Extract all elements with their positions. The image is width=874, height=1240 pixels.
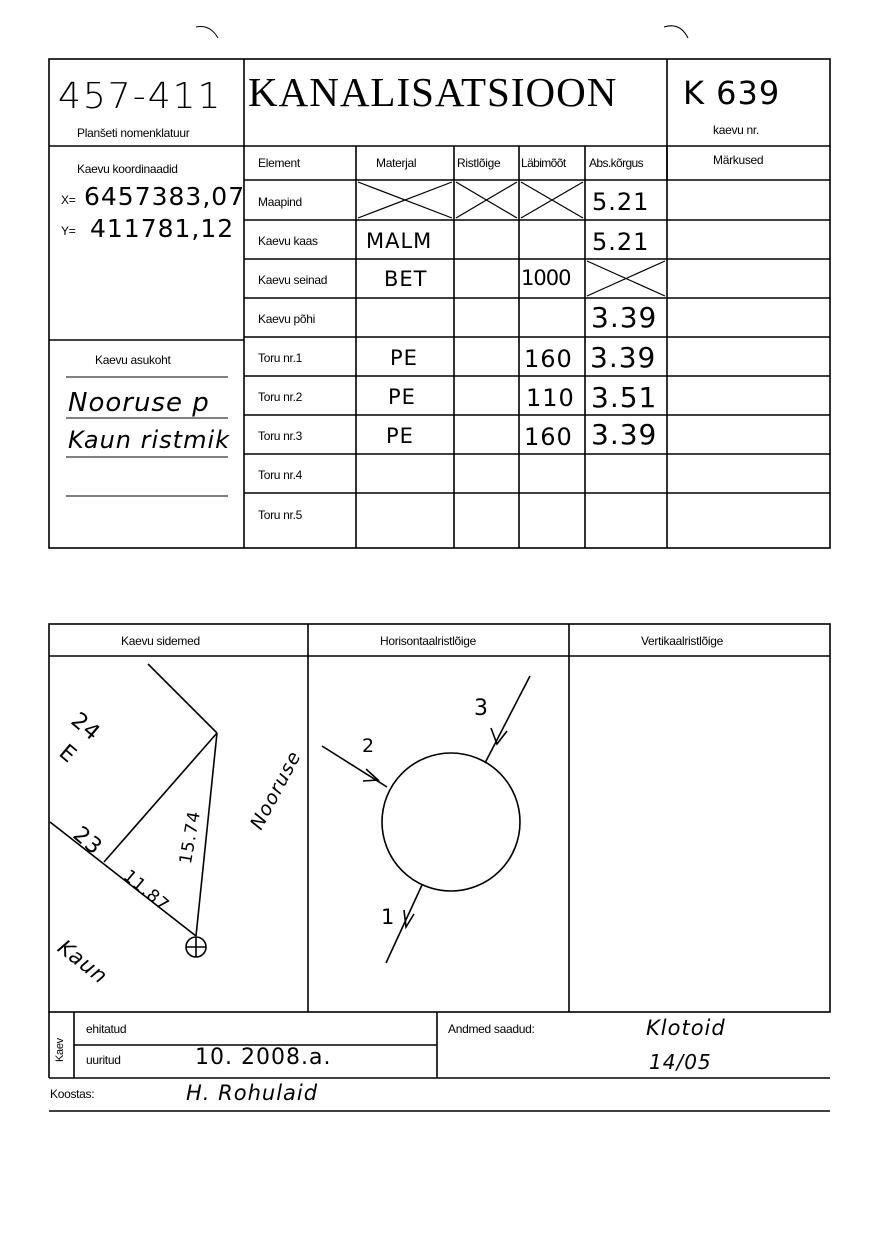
sketch-label-23: 23 <box>67 822 107 861</box>
page-title: KANALISATSIOON <box>248 69 618 115</box>
sketch-label-e: E <box>53 740 82 769</box>
row-label-kaevu-seinad: Kaevu seinad <box>258 273 328 287</box>
y-value: 411781,12 <box>90 214 235 243</box>
x-value: 6457383,07 <box>84 182 246 211</box>
data-source-value-1: Klotoid <box>646 1016 726 1040</box>
col-header-cross: Ristlõige <box>457 156 501 170</box>
well-number: K 639 <box>683 74 781 112</box>
built-label: ehitatud <box>86 1022 127 1036</box>
elevation-toru-1: 3.39 <box>590 341 657 374</box>
material-toru-2: PE <box>388 385 416 409</box>
material-kaevu-kaas: MALM <box>366 229 433 253</box>
author-value: H. Rohulaid <box>186 1081 319 1105</box>
material-toru-1: PE <box>390 346 418 370</box>
surveyed-label: uuritud <box>86 1053 121 1067</box>
diameter-toru-3: 160 <box>524 423 573 451</box>
data-source-value-2: 14/05 <box>649 1050 712 1074</box>
diameter-toru-2: 110 <box>526 384 575 412</box>
col-title-vertical: Vertikaalristlõige <box>641 634 723 648</box>
diameter-toru-1: 160 <box>524 345 573 373</box>
col-header-remarks: Märkused <box>713 153 764 167</box>
row-label-toru-4: Toru nr.4 <box>258 468 302 482</box>
material-toru-3: PE <box>386 424 414 448</box>
row-label-kaevu-kaas: Kaevu kaas <box>258 234 318 248</box>
sketch-label-kaun: Kaun <box>53 935 113 989</box>
surveyed-value: 10. 2008.a. <box>195 1045 332 1070</box>
sketch-label-nooruse: Nooruse <box>246 747 306 834</box>
y-prefix: Y= <box>61 224 76 238</box>
col-title-links: Kaevu sidemed <box>121 634 200 648</box>
row-label-toru-2: Toru nr.2 <box>258 390 302 404</box>
coordinates-label: Kaevu koordinaadid <box>77 162 178 176</box>
elevation-kaevu-pohi: 3.39 <box>591 301 658 334</box>
x-prefix: X= <box>61 193 76 207</box>
data-source-label: Andmed saadud: <box>448 1022 535 1036</box>
author-label: Koostas: <box>50 1087 95 1101</box>
sketch-label-24: 24 <box>65 708 105 747</box>
row-label-maapind: Maapind <box>258 195 302 209</box>
sheet-label: Planšeti nomenklatuur <box>77 126 190 140</box>
pipe-label-3: 3 <box>474 696 489 721</box>
sketch-label-1574: 15.74 <box>176 809 206 866</box>
elevation-toru-3: 3.39 <box>591 418 658 451</box>
sketch-label-1187: 11.87 <box>119 866 174 916</box>
pipe-label-2: 2 <box>362 735 376 757</box>
col-title-horizontal: Horisontaalristlõige <box>380 634 477 648</box>
diameter-kaevu-seinad: 1000 <box>521 266 571 290</box>
col-header-material: Materjal <box>376 156 417 170</box>
location-line-1: Nooruse p <box>68 388 210 418</box>
elevation-maapind: 5.21 <box>592 188 650 216</box>
row-label-toru-3: Toru nr.3 <box>258 429 302 443</box>
pipe-label-1: 1 <box>381 905 396 929</box>
row-label-kaevu-pohi: Kaevu põhi <box>258 312 316 326</box>
location-line-2: Kaun ristmik <box>68 426 231 454</box>
col-header-element: Element <box>258 156 300 170</box>
row-label-toru-5: Toru nr.5 <box>258 508 302 522</box>
elevation-kaevu-kaas: 5.21 <box>592 228 650 256</box>
location-label: Kaevu asukoht <box>95 353 171 367</box>
well-number-label: kaevu nr. <box>713 123 759 137</box>
elevation-toru-2: 3.51 <box>591 381 658 414</box>
col-header-elevation: Abs.kõrgus <box>589 156 644 170</box>
sheet-number: 457-411 <box>58 76 223 117</box>
col-header-diameter: Läbimõõt <box>521 156 566 170</box>
row-label-toru-1: Toru nr.1 <box>258 351 302 365</box>
footer-side-label: Kaev <box>54 1038 66 1062</box>
material-kaevu-seinad: BET <box>384 267 428 291</box>
